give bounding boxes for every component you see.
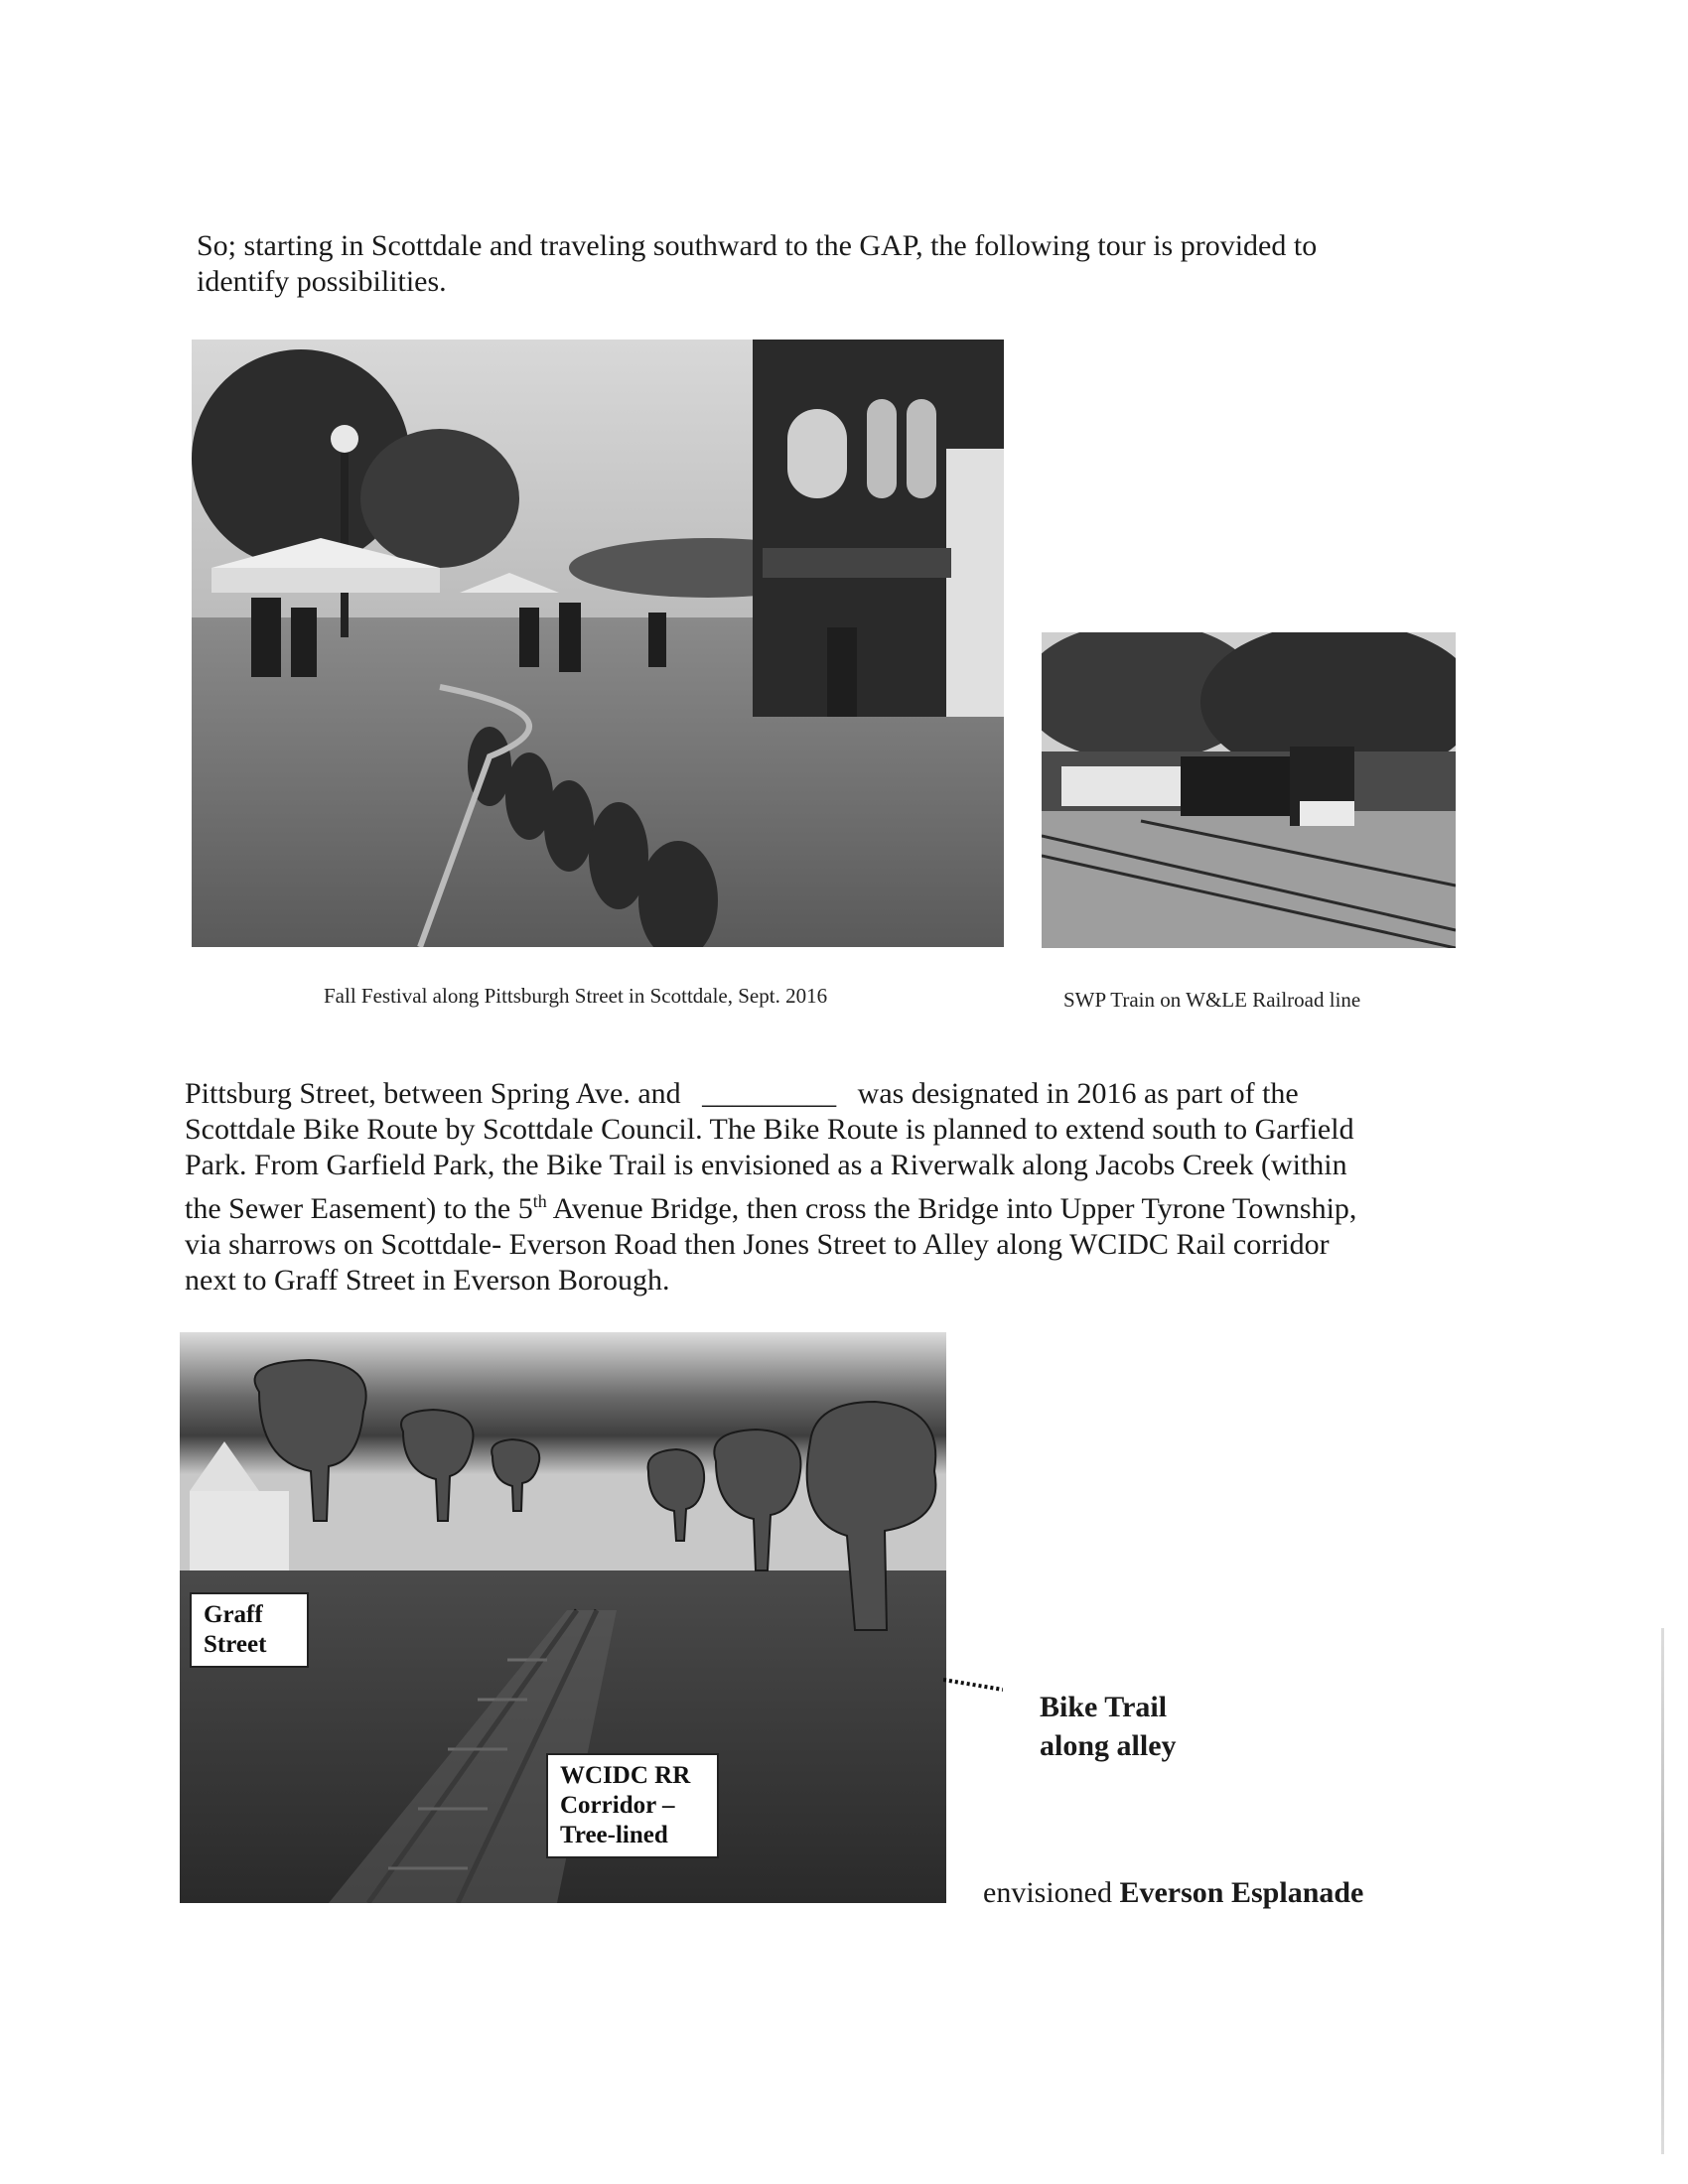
ordinal-suffix: th (532, 1191, 547, 1211)
festival-photo (192, 340, 1004, 947)
intro-line-1: So; starting in Scottdale and traveling southward to the GAP, the following tour is provided to (197, 229, 1318, 262)
graff-label-line-1: Graff (204, 1601, 263, 1628)
body-paragraph (185, 1076, 1476, 1298)
body-line-2: Scottdale Bike Route by Scottdale Council. The Bike Route is planned to extend south to Garfield (185, 1113, 1354, 1146)
body-line-3: Park. From Garfield Park, the Bike Trail is envisioned as a Riverwalk along Jacobs Creek (within (185, 1149, 1347, 1181)
corridor-label-line-2: Corridor – (560, 1792, 675, 1819)
corridor-label-line-3: Tree-lined (560, 1822, 668, 1848)
graff-label-line-2: Street (204, 1631, 267, 1658)
bike-trail-leader-line (943, 1676, 1003, 1696)
body-line-4 (185, 1183, 1476, 1227)
body-line-6: next to Graff Street in Everson Borough. (185, 1264, 670, 1297)
body-line-5: via sharrows on Scottdale- Everson Road then Jones Street to Alley along WCIDC Rail corridor (185, 1228, 1330, 1261)
esplanade-caption-prefix: envisioned (983, 1876, 1120, 1909)
bike-trail-callout (1040, 1688, 1177, 1765)
train-photo-caption: SWP Train on W&LE Railroad line (1063, 988, 1361, 1012)
body-line-1-end: was designated in 2016 as part of the (857, 1077, 1299, 1110)
intro-paragraph (197, 228, 1487, 300)
bike-trail-callout-line-1: Bike Trail (1040, 1691, 1168, 1723)
body-line-4-end: Avenue Bridge, then cross the Bridge into Upper Tyrone Township, (546, 1192, 1357, 1225)
wcidc-corridor-label (546, 1753, 719, 1858)
corridor-label-line-1: WCIDC RR (560, 1762, 691, 1789)
esplanade-caption-name: Everson Esplanade (1119, 1876, 1364, 1909)
esplanade-caption (983, 1876, 1363, 1910)
rail-corridor-photo (180, 1332, 946, 1903)
festival-photo-caption: Fall Festival along Pittsburgh Street in Scottdale, Sept. 2016 (324, 984, 828, 1008)
bike-trail-callout-line-2: along alley (1040, 1729, 1177, 1762)
scan-edge-mark (1661, 1628, 1664, 2154)
train-photo (1042, 632, 1456, 948)
body-line-1-start: Pittsburg Street, between Spring Ave. and (185, 1077, 681, 1110)
body-line-4-start: the Sewer Easement) to the 5 (185, 1192, 533, 1225)
blank-street-field: _________ (702, 1077, 837, 1110)
graff-street-label (190, 1592, 309, 1668)
intro-line-2: identify possibilities. (197, 265, 447, 298)
body-line-1 (185, 1076, 1476, 1112)
